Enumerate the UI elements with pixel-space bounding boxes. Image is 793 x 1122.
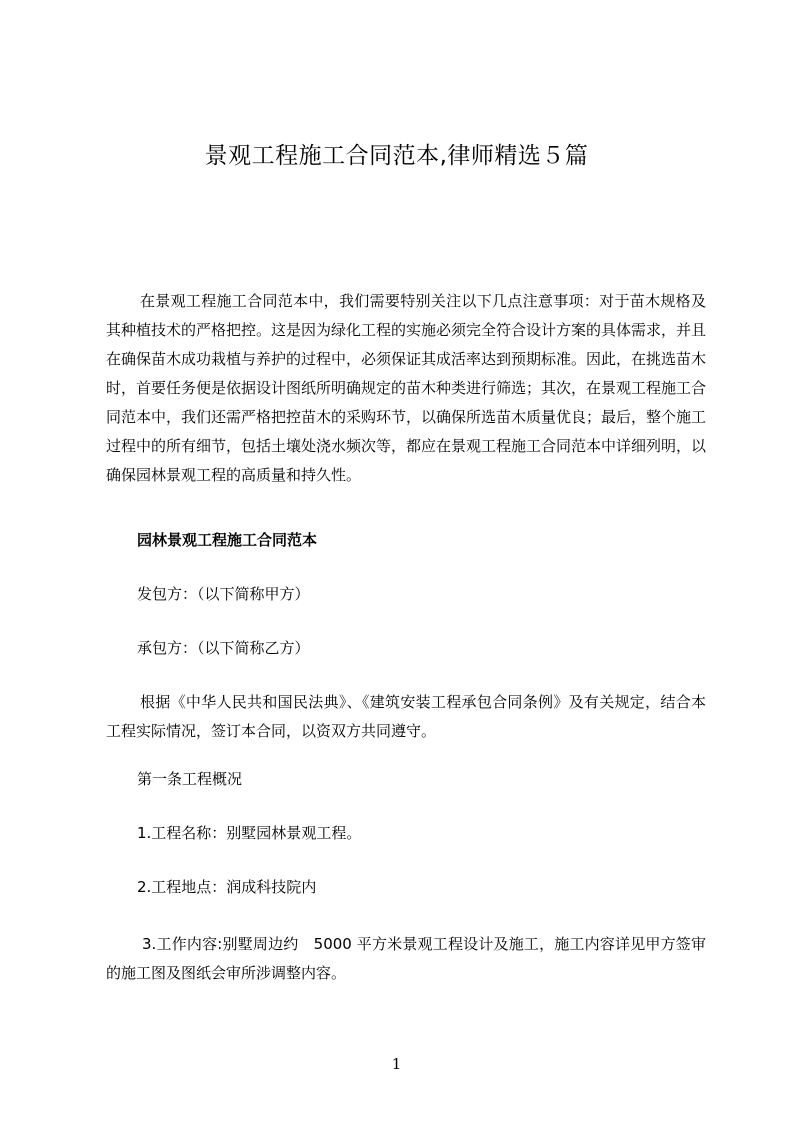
project-location-item: 2.工程地点：润成科技院内 [137,878,317,896]
document-title: 景观工程施工合同范本,律师精选５篇 [204,143,589,169]
article-one-heading: 第一条工程概况 [137,770,243,788]
page-number: 1 [391,1055,402,1073]
contract-basis-paragraph: 根据《中华人民共和国民法典》、《建筑安装工程承包合同条例》及有关规定，结合本工程实际情况，签订本合同，以资双方共同遵守。 [106,693,706,740]
contract-heading: 园林景观工程施工合同范本 [137,531,318,549]
party-b-line: 承包方：（以下简称乙方） [137,639,310,657]
project-name-item: 1.工程名称：别墅园林景观工程。 [137,824,362,842]
work-content-paragraph: 3.工作内容:别墅周边约 5000 平方米景观工程设计及施工，施工内容详见甲方签审的施工图及图纸会审所涉调整内容。 [106,935,706,982]
party-a-line: 发包方：（以下简称甲方） [137,585,310,603]
intro-paragraph: 在景观工程施工合同范本中，我们需要特别关注以下几点注意事项：对于苗木规格及其种植技术的严格把控。这是因为绿化工程的实施必须完全符合设计方案的具体需求，并且在确保苗木成功栽植与养护的过程中，必须保证其成活率达到预期标准。因此，在挑选苗木时，首要任务便是依据设计图纸所明确规定的苗木种类进行筛选；其次，在景观工程施工合同范本中，我们还需严格把控苗木的采购环节，以确保所选苗木质量优良；最后，整个施工过程中的所有细节，包括土壤处浇水频次等，都应在景观工程施工合同范本中详细列明，以确保园林景观工程的高质量和持久性。 [106,292,707,484]
